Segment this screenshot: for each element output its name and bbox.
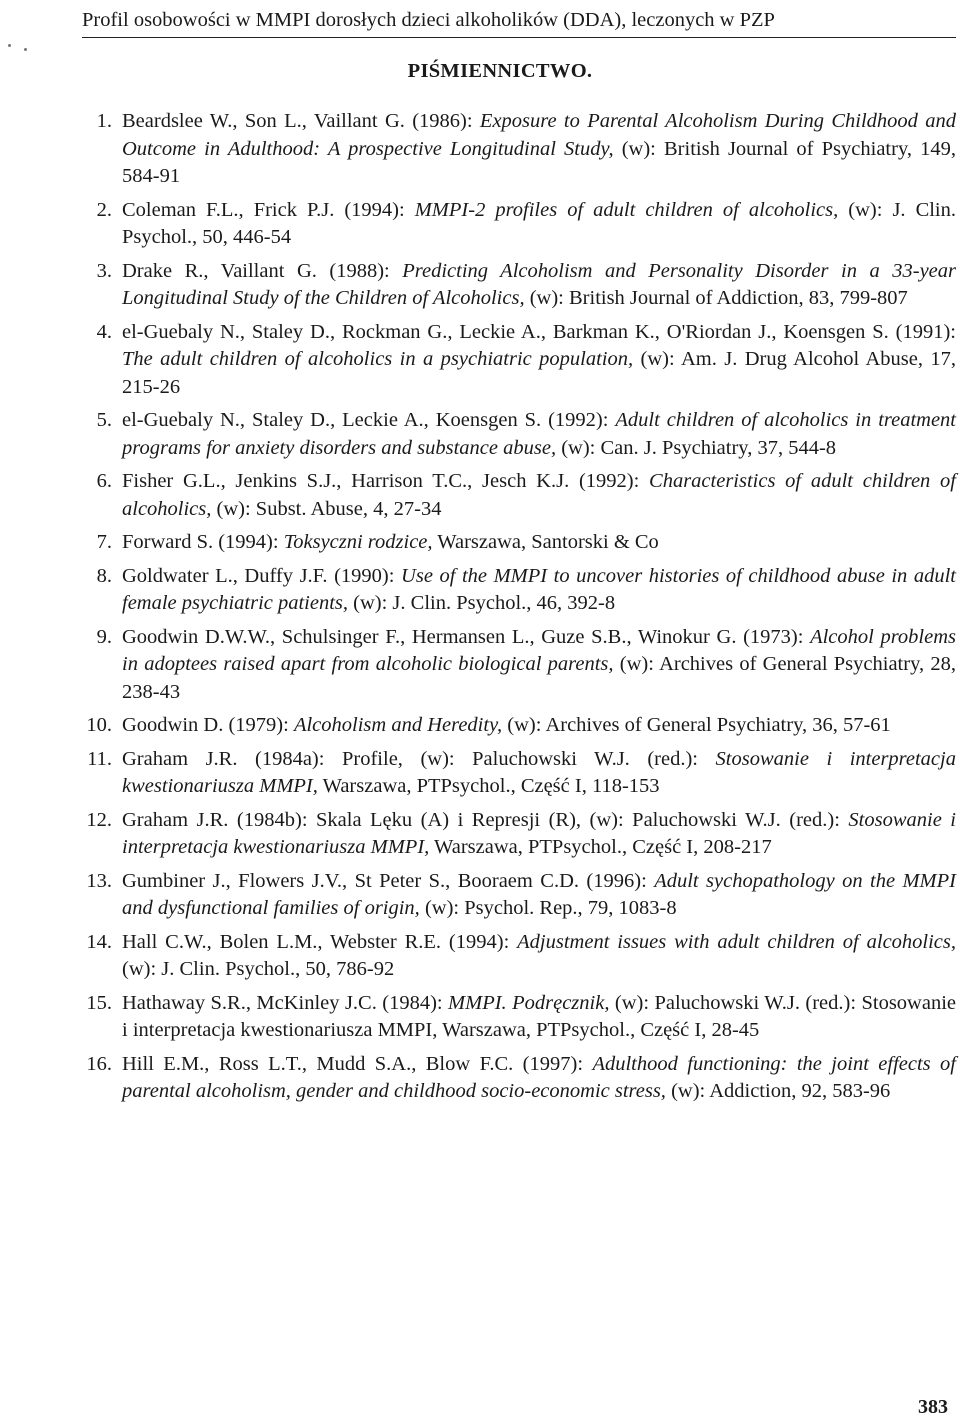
reference-text [122, 470, 956, 520]
reference-source: (w): Am. J. Drug Alcohol Abuse, 17, 215-26 [122, 348, 957, 398]
reference-item [76, 712, 956, 740]
reference-item [76, 319, 956, 402]
reference-number: 3. [96, 259, 112, 282]
running-header: Profil osobowości w MMPI dorosłych dzieci alkoholików (DDA), leczonych w PZP [82, 9, 775, 31]
reference-authors: Gumbiner J., Flowers J.V., St Peter S., Booraem C.D. (1996): [122, 869, 655, 892]
scan-artifact [24, 48, 27, 51]
reference-item [76, 529, 956, 557]
reference-text [122, 626, 956, 703]
reference-number: 13. [86, 869, 112, 892]
reference-text [122, 992, 956, 1042]
reference-source: Warszawa, Santorski & Co [432, 531, 659, 553]
reference-authors: Graham J.R. (1984b): Skala Lęku (A) i Represji (R), (w): Paluchowski W.J. (red.): [122, 808, 849, 831]
reference-title: MMPI-2 profiles of adult children of alcoholics, [414, 198, 839, 221]
reference-number: 6. [96, 470, 112, 492]
reference-item [76, 929, 956, 984]
reference-item [76, 1051, 956, 1106]
reference-source: (w): Psychol. Rep., 79, 1083-8 [419, 897, 677, 919]
reference-title: MMPI. Podręcznik, [448, 991, 610, 1014]
reference-title: Exposure to Parental Alcoholism During Childhood and Outcome in Adulthood: A prospective Longitudinal Study, [122, 110, 956, 160]
reference-item [76, 407, 956, 462]
reference-authors: Goodwin D. (1979): [122, 714, 294, 736]
reference-title: Alcohol problems in adoptees raised apart from alcoholic biological parents, [122, 625, 956, 675]
reference-item [76, 258, 956, 313]
reference-number: 14. [86, 930, 112, 953]
reference-text [122, 714, 891, 736]
reference-source: (w): Paluchowski W.J. (red.): Stosowanie i interpretacja kwestionariusza MMPI, Warszawa, PTPsychol., Część I, 28-45 [122, 991, 956, 1041]
reference-source: (w): British Journal of Psychiatry, 149, 584-91 [122, 137, 956, 187]
reference-title: Adult sychopathology on the MMPI and dysfunctional families of origin, [122, 869, 956, 919]
reference-item [76, 197, 956, 252]
reference-authors: Goldwater L., Duffy J.F. (1990): [122, 564, 402, 587]
reference-item [76, 868, 956, 923]
reference-number: 15. [86, 991, 112, 1014]
reference-source: Warszawa, PTPsychol., Część I, 118-153 [317, 775, 660, 797]
reference-text [122, 870, 956, 920]
reference-text [122, 260, 956, 310]
page-number: 383 [918, 1396, 948, 1418]
reference-source: (w): Subst. Abuse, 4, 27-34 [211, 497, 442, 520]
header-rule [82, 37, 956, 38]
reference-number: 12. [86, 808, 112, 831]
reference-text [122, 409, 956, 459]
reference-title: Predicting Alcoholism and Personality Disorder in a 33-year Longitudinal Study of the Children of Alcoholics, [122, 259, 956, 309]
reference-item [76, 108, 956, 191]
reference-authors: Coleman F.L., Frick P.J. (1994): [122, 198, 415, 221]
reference-authors: Fisher G.L., Jenkins S.J., Harrison T.C., Jesch K.J. (1992): [122, 470, 650, 492]
reference-title: Stosowanie i interpretacja kwestionariusza MMPI, [122, 747, 956, 797]
reference-number: 1. [96, 110, 112, 132]
reference-authors: el-Guebaly N., Staley D., Rockman G., Leckie A., Barkman K., O'Riordan J., Koensgen S. (1991): [122, 320, 956, 343]
reference-number: 16. [86, 1052, 112, 1075]
reference-item [76, 746, 956, 801]
reference-text [122, 748, 956, 798]
reference-title: Adulthood functioning: the joint effects of parental alcoholism, gender and childhood socio-economic stress, [122, 1052, 957, 1102]
reference-item [76, 807, 956, 862]
section-title: PIŚMIENNICTWO. [407, 60, 593, 82]
reference-source: (w): J. Clin. Psychol., 46, 392-8 [348, 592, 616, 614]
reference-text [122, 199, 956, 249]
reference-authors: Goodwin D.W.W., Schulsinger F., Hermansen L., Guze S.B., Winokur G. (1973): [122, 625, 811, 648]
reference-list [76, 108, 956, 1112]
reference-item [76, 563, 956, 618]
reference-number: 2. [96, 198, 112, 221]
reference-number: 4. [96, 320, 112, 343]
reference-authors: Drake R., Vaillant G. (1988): [122, 259, 403, 282]
reference-item [76, 624, 956, 707]
reference-title: Adjustment issues with adult children of alcoholics, [517, 930, 957, 953]
reference-source: (w): J. Clin. Psychol., 50, 786-92 [122, 958, 395, 980]
reference-authors: Forward S. (1994): [122, 531, 284, 553]
reference-title: Adult children of alcoholics in treatment programs for anxiety disorders and substance abuse, [122, 409, 956, 459]
reference-source: (w): Can. J. Psychiatry, 37, 544-8 [556, 436, 837, 459]
reference-source: Warszawa, PTPsychol., Część I, 208-217 [429, 836, 772, 858]
reference-authors: Graham J.R. (1984a): Profile, (w): Paluchowski W.J. (red.): [122, 747, 716, 770]
reference-authors: Hill E.M., Ross L.T., Mudd S.A., Blow F.C. (1997): [122, 1052, 593, 1075]
scan-artifact [8, 44, 11, 47]
reference-number: 11. [87, 747, 112, 770]
reference-item [76, 468, 956, 523]
reference-text [122, 931, 956, 981]
reference-authors: el-Guebaly N., Staley D., Leckie A., Koensgen S. (1992): [122, 409, 616, 431]
reference-authors: Hathaway S.R., McKinley J.C. (1984): [122, 991, 449, 1014]
reference-title: Alcoholism and Heredity, [293, 714, 503, 736]
reference-source: (w): Addiction, 92, 583-96 [665, 1080, 891, 1102]
reference-text [122, 809, 956, 859]
reference-source: (w): Archives of General Psychiatry, 36, 57-61 [502, 714, 891, 736]
reference-text [122, 110, 956, 187]
reference-authors: Beardslee W., Son L., Vaillant G. (1986): [122, 110, 480, 132]
reference-number: 10. [86, 714, 112, 736]
reference-text [122, 565, 956, 615]
reference-source: (w): J. Clin. Psychol., 50, 446-54 [122, 198, 957, 248]
reference-number: 8. [96, 564, 112, 587]
reference-source: (w): Archives of General Psychiatry, 28, 238-43 [122, 653, 956, 703]
reference-number: 7. [96, 531, 112, 553]
reference-title: Toksyczni rodzice, [283, 531, 433, 553]
reference-item [76, 990, 956, 1045]
reference-authors: Hall C.W., Bolen L.M., Webster R.E. (1994): [122, 930, 518, 953]
reference-number: 5. [96, 409, 112, 431]
reference-source: (w): British Journal of Addiction, 83, 799-807 [524, 287, 908, 309]
reference-title: Use of the MMPI to uncover histories of childhood abuse in adult female psychiatric patients, [122, 564, 956, 614]
reference-title: The adult children of alcoholics in a psychiatric population, [122, 348, 634, 370]
reference-text [122, 321, 956, 398]
reference-title: Characteristics of adult children of alcoholics, [122, 470, 956, 520]
reference-title: Stosowanie i interpretacja kwestionariusza MMPI, [122, 808, 957, 858]
reference-text [122, 531, 659, 553]
reference-number: 9. [96, 625, 112, 648]
reference-text [122, 1053, 956, 1103]
